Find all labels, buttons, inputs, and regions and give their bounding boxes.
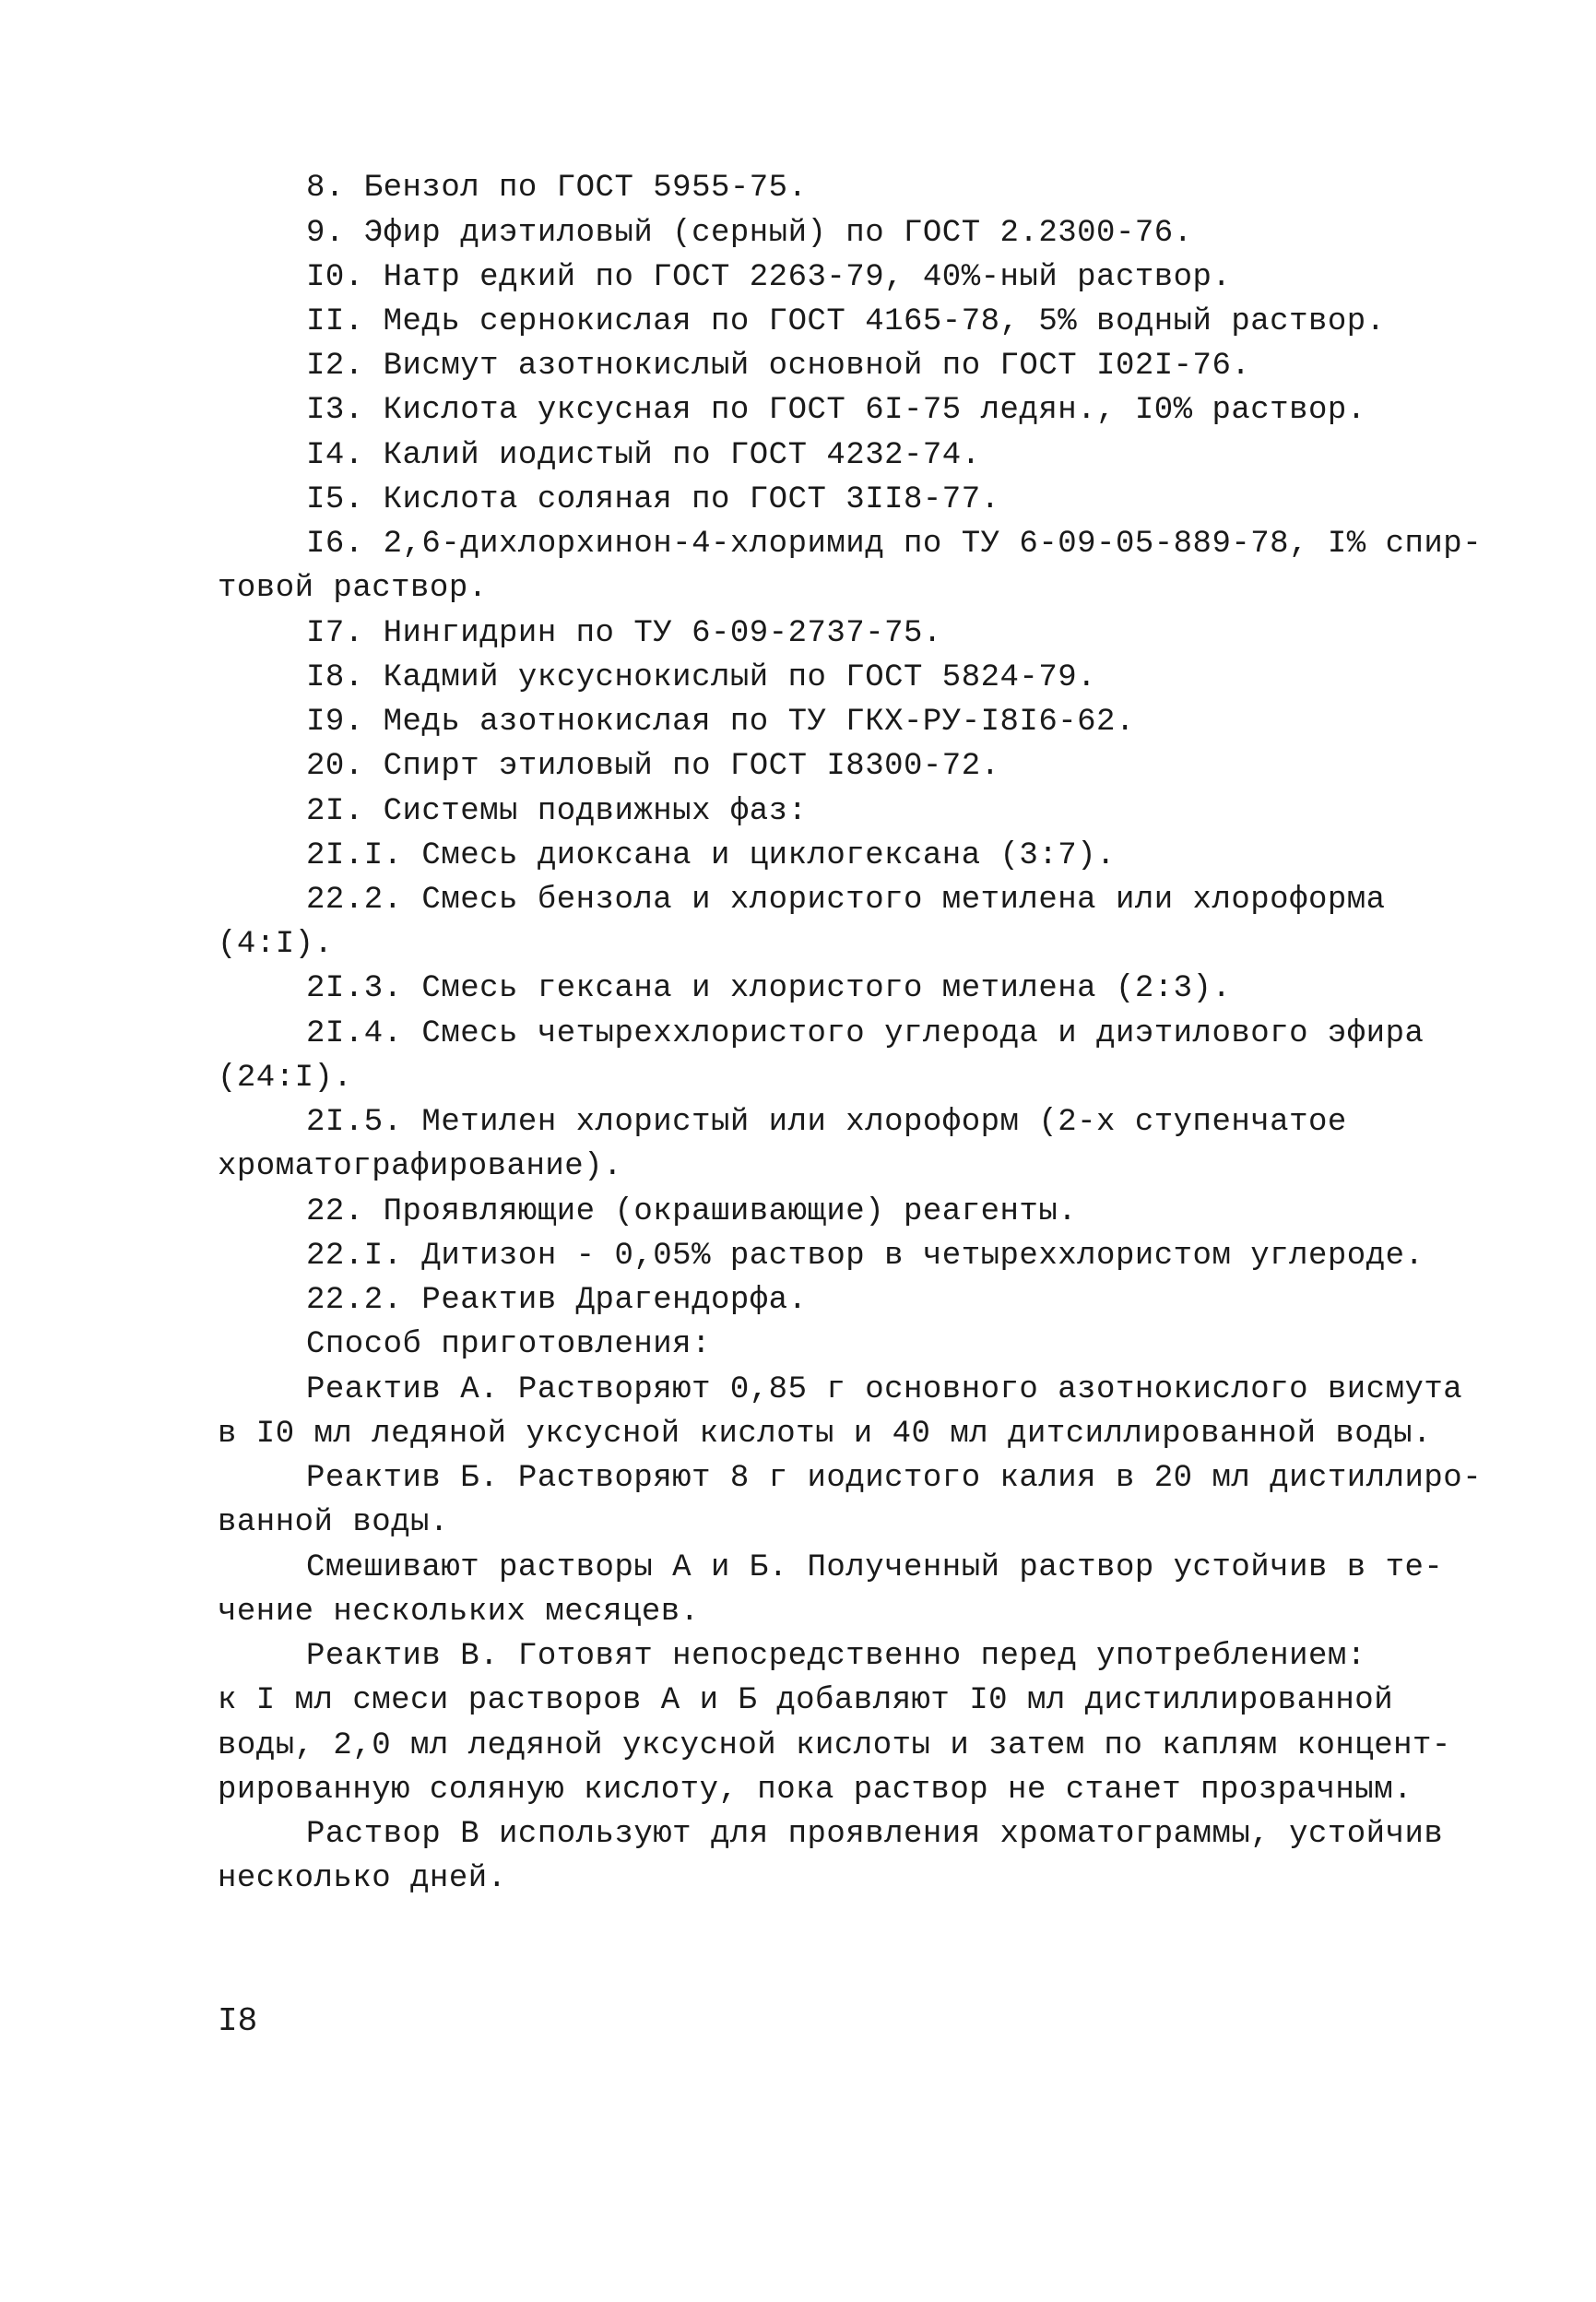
text-line-8: I5. Кислота соляная по ГОСТ 3II8-77. [306, 482, 1000, 517]
text-line-7: I4. Калий иодистый по ГОСТ 4232-74. [306, 438, 981, 473]
text-line-21: (24:I). [218, 1061, 353, 1096]
text-line-15: 2I. Системы подвижных фаз: [306, 794, 808, 829]
text-line-35: к I мл смеси растворов А и Б добавляют I0 мл дистиллированной [218, 1683, 1394, 1718]
text-line-6: I3. Кислота уксусная по ГОСТ 6I-75 ледян., I0% раствор. [306, 393, 1366, 428]
text-line-10: товой раствор. [218, 571, 488, 606]
text-line-37: рированную соляную кислоту, пока раствор не станет прозрачным. [218, 1773, 1413, 1808]
text-line-33: чение нескольких месяцев. [218, 1595, 700, 1630]
text-line-9: I6. 2,6-дихлорхинон-4-хлоримид по ТУ 6-09-05-889-78, I% спир- [306, 527, 1483, 562]
text-line-16: 2I.I. Смесь диоксана и циклогексана (3:7). [306, 838, 1116, 873]
text-line-3: I0. Натр едкий по ГОСТ 2263-79, 40%-ный раствор. [306, 260, 1232, 295]
text-line-38: Раствор В используют для проявления хроматограммы, устойчив [306, 1817, 1444, 1852]
text-line-25: 22.I. Дитизон - 0,05% раствор в четыреххлористом углероде. [306, 1239, 1425, 1274]
text-line-13: I9. Медь азотнокислая по ТУ ГКХ-РУ-I8I6-62. [306, 705, 1135, 740]
text-line-5: I2. Висмут азотнокислый основной по ГОСТ I02I-76. [306, 349, 1251, 384]
text-line-36: воды, 2,0 мл ледяной уксусной кислоты и затем по каплям концент- [218, 1728, 1451, 1763]
text-line-23: хроматографирование). [218, 1149, 622, 1184]
page-number: I8 [218, 2002, 258, 2040]
text-line-27: Способ приготовления: [306, 1327, 711, 1362]
text-line-34: Реактив В. Готовят непосредственно перед употреблением: [306, 1639, 1366, 1674]
text-line-28: Реактив А. Растворяют 0,85 г основного азотнокислого висмута [306, 1372, 1463, 1407]
text-line-31: ванной воды. [218, 1505, 449, 1540]
text-line-39: несколько дней. [218, 1861, 507, 1896]
text-line-11: I7. Нингидрин по ТУ 6-09-2737-75. [306, 616, 942, 651]
text-line-30: Реактив Б. Растворяют 8 г иодистого калия в 20 мл дистиллиро- [306, 1461, 1483, 1496]
text-line-14: 20. Спирт этиловый по ГОСТ I8300-72. [306, 749, 1000, 784]
text-line-29: в I0 мл ледяной уксусной кислоты и 40 мл дитсиллированной воды. [218, 1417, 1432, 1452]
text-line-2: 9. Эфир диэтиловый (серный) по ГОСТ 2.2300-76. [306, 216, 1193, 251]
text-line-12: I8. Кадмий уксуснокислый по ГОСТ 5824-79. [306, 660, 1097, 695]
text-line-17: 22.2. Смесь бензола и хлористого метилена или хлороформа [306, 883, 1386, 918]
text-line-1: 8. Бензол по ГОСТ 5955-75. [306, 171, 808, 206]
text-line-32: Смешивают растворы А и Б. Полученный раствор устойчив в те- [306, 1550, 1444, 1585]
text-line-19: 2I.3. Смесь гексана и хлористого метилена (2:3). [306, 971, 1232, 1006]
text-line-26: 22.2. Реактив Драгендорфа. [306, 1283, 808, 1318]
text-line-24: 22. Проявляющие (окрашивающие) реагенты. [306, 1194, 1078, 1229]
text-line-22: 2I.5. Метилен хлористый или хлороформ (2-х ступенчатое [306, 1105, 1347, 1140]
text-line-18: (4:I). [218, 927, 334, 962]
text-line-20: 2I.4. Смесь четыреххлористого углерода и диэтилового эфира [306, 1016, 1425, 1051]
text-line-4: II. Медь сернокислая по ГОСТ 4165-78, 5% водный раствор. [306, 304, 1386, 339]
